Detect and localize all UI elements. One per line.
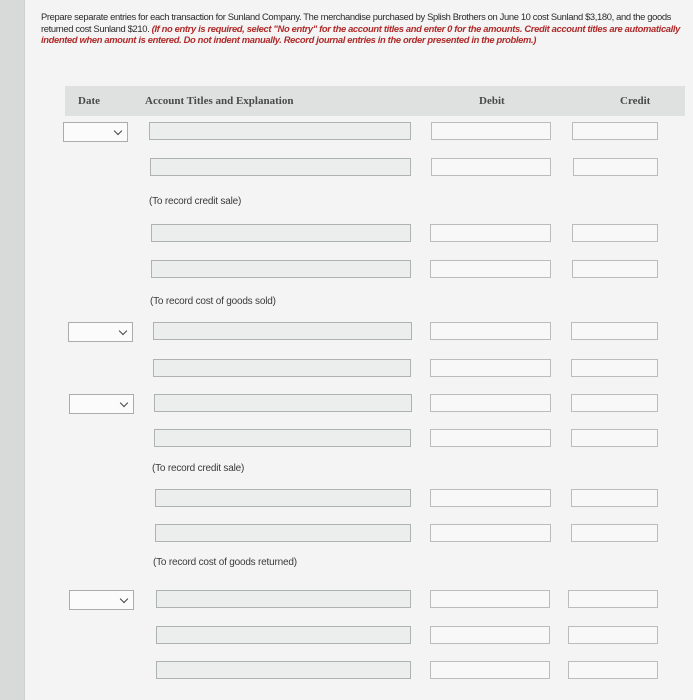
debit-field-6a[interactable] — [430, 590, 550, 608]
chevron-down-icon — [119, 327, 127, 335]
debit-field-3b[interactable] — [430, 359, 551, 377]
header-date: Date — [78, 95, 100, 107]
date-select-2[interactable] — [68, 322, 133, 342]
debit-field-3a[interactable] — [430, 322, 551, 340]
header-credit: Credit — [620, 95, 651, 107]
credit-field-6c[interactable] — [568, 661, 658, 679]
instructions-text: Prepare separate entries for each transaction for Sunland Company. The merchandise purchased by Splish Brothers on June 10 cost Sunland $3,180, and the goods returned cost Sunland $210. — [41, 11, 672, 34]
account-field-1a[interactable] — [149, 122, 411, 140]
account-field-4a[interactable] — [154, 394, 412, 412]
chevron-down-icon — [114, 127, 122, 135]
account-field-6b[interactable] — [156, 626, 411, 644]
entry-note-4: (To record cost of goods returned) — [153, 557, 297, 568]
date-select-1[interactable] — [63, 122, 128, 142]
account-field-4b[interactable] — [154, 429, 411, 447]
credit-field-1a[interactable] — [572, 122, 658, 140]
account-field-3a[interactable] — [153, 322, 412, 340]
header-debit: Debit — [479, 95, 505, 107]
credit-field-6b[interactable] — [568, 626, 658, 644]
credit-field-6a[interactable] — [568, 590, 658, 608]
credit-field-1b[interactable] — [573, 158, 658, 176]
entry-note-1: (To record credit sale) — [149, 196, 242, 207]
header-account: Account Titles and Explanation — [145, 95, 294, 107]
credit-field-5a[interactable] — [571, 489, 658, 507]
credit-field-3a[interactable] — [571, 322, 658, 340]
debit-field-4a[interactable] — [430, 394, 551, 412]
debit-field-6b[interactable] — [430, 626, 550, 644]
credit-field-4b[interactable] — [571, 429, 658, 447]
entry-note-3: (To record credit sale) — [152, 463, 245, 474]
credit-field-2a[interactable] — [572, 224, 658, 242]
account-field-1b[interactable] — [150, 158, 411, 176]
debit-field-4b[interactable] — [430, 429, 551, 447]
debit-field-5a[interactable] — [430, 489, 551, 507]
instructions-emphasis: (If no entry is required, select "No entry" for the account titles and enter 0 for the amounts. Credit account titles are automatically indented when amount is entered. Do not indent manually. Record journal entries in the order presented in the problem.) — [41, 22, 681, 46]
account-field-2a[interactable] — [151, 224, 411, 242]
account-field-6c[interactable] — [156, 661, 411, 679]
debit-field-6c[interactable] — [430, 661, 550, 679]
table-header — [65, 86, 685, 116]
credit-field-2b[interactable] — [572, 260, 658, 278]
account-field-5a[interactable] — [155, 489, 411, 507]
credit-field-3b[interactable] — [571, 359, 658, 377]
account-field-5b[interactable] — [155, 524, 411, 542]
date-select-3[interactable] — [69, 394, 134, 414]
entry-note-2: (To record cost of goods sold) — [150, 296, 276, 307]
credit-field-4a[interactable] — [571, 394, 658, 412]
account-field-2b[interactable] — [151, 260, 411, 278]
chevron-down-icon — [120, 595, 128, 603]
debit-field-1a[interactable] — [431, 122, 551, 140]
debit-field-2a[interactable] — [430, 224, 551, 242]
chevron-down-icon — [120, 399, 128, 407]
debit-field-2b[interactable] — [430, 260, 551, 278]
credit-field-5b[interactable] — [571, 524, 658, 542]
debit-field-1b[interactable] — [431, 158, 551, 176]
debit-field-5b[interactable] — [430, 524, 551, 542]
page — [24, 0, 693, 700]
instructions — [41, 11, 681, 46]
account-field-3b[interactable] — [153, 359, 411, 377]
date-select-4[interactable] — [69, 590, 134, 610]
account-field-6a[interactable] — [156, 590, 411, 608]
